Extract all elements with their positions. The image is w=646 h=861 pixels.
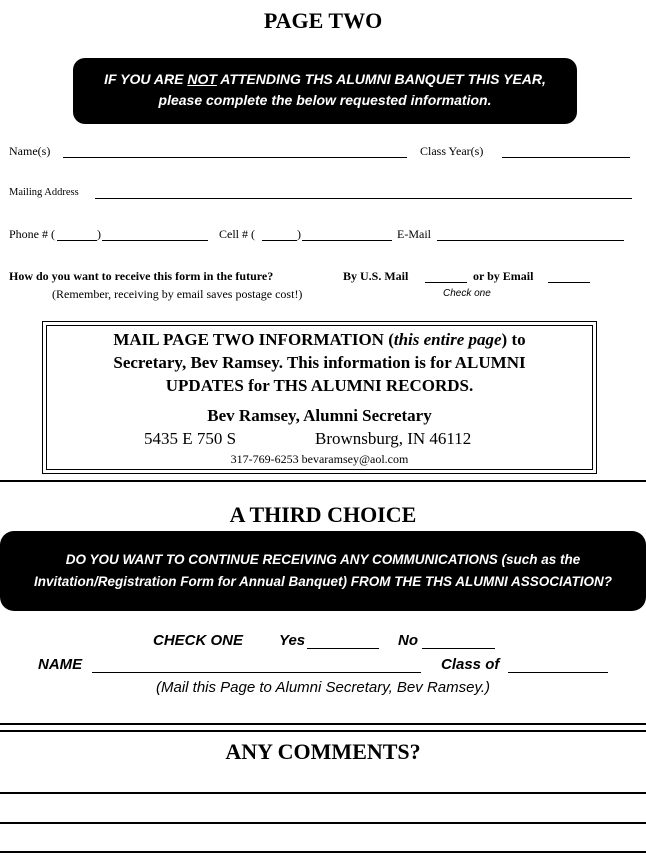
by-mail-check-field[interactable] [425, 282, 467, 283]
email-field[interactable] [437, 240, 624, 241]
banner-line-2: please complete the below requested information. [158, 92, 492, 108]
by-email-check-field[interactable] [548, 282, 590, 283]
comment-line-1[interactable] [0, 792, 646, 794]
mail-info-box [42, 321, 597, 474]
check-one-label: CHECK ONE [153, 632, 244, 649]
comments-title: ANY COMMENTS? [225, 739, 421, 764]
class-of-field[interactable] [508, 672, 608, 673]
mailing-address-field[interactable] [95, 198, 632, 199]
names-field[interactable] [63, 157, 407, 158]
class-of-label: Class of [441, 656, 500, 673]
comment-line-3[interactable] [0, 851, 646, 853]
no-label: No [398, 632, 418, 649]
secretary-name: Bev Ramsey, Alumni Secretary [207, 406, 432, 425]
cell-area-code-field[interactable] [262, 240, 297, 241]
not-attending-banner [73, 58, 577, 124]
class-year-field[interactable] [502, 157, 630, 158]
names-label: Name(s) [9, 144, 51, 158]
mail-instructions-line-1: MAIL PAGE TWO INFORMATION (this entire page) to [113, 330, 526, 349]
section-divider-2b [0, 730, 646, 732]
check-one-hint: Check one [443, 288, 491, 299]
mail-instructions-line-2: Secretary, Bev Ramsey. This information is for ALUMNI [113, 353, 526, 372]
phone-label: Phone # ( [9, 227, 55, 241]
name-field[interactable] [92, 672, 421, 673]
mail-instructions [43, 328, 596, 397]
yes-label: Yes [279, 632, 306, 649]
class-year-label: Class Year(s) [420, 144, 484, 158]
communications-banner-line-1: DO YOU WANT TO CONTINUE RECEIVING ANY COMMUNICATIONS (such as the [65, 552, 581, 567]
city-state-zip: Brownsburg, IN 46112 [315, 429, 472, 448]
comment-line-2[interactable] [0, 822, 646, 824]
page-title: PAGE TWO [263, 8, 383, 33]
third-choice-title: A THIRD CHOICE [229, 502, 417, 527]
banner-line-1: IF YOU ARE NOT ATTENDING THS ALUMNI BANQUET THIS YEAR, [104, 71, 546, 87]
street-address: 5435 E 750 S [144, 429, 237, 448]
section-divider-1 [0, 480, 646, 482]
email-label: E-Mail [397, 227, 431, 241]
not-emphasis: NOT [187, 71, 217, 87]
phone-area-code-field[interactable] [57, 240, 97, 241]
secretary-contact: 317-769-6253 bevaramsey@aol.com [230, 452, 409, 466]
mail-note: (Mail this Page to Alumni Secretary, Bev Ramsey.) [156, 679, 490, 696]
cell-label: Cell # ( [219, 227, 255, 241]
email-savings-reminder: (Remember, receiving by email saves postage cost!) [52, 287, 303, 301]
by-mail-label: By U.S. Mail [343, 269, 409, 283]
no-check-field[interactable] [422, 648, 495, 649]
section-divider-2a [0, 723, 646, 725]
cell-number-field[interactable] [302, 240, 392, 241]
mailing-address-label: Mailing Address [9, 187, 79, 198]
phone-close-paren: ) [97, 227, 101, 241]
communications-banner-line-2: Invitation/Registration Form for Annual Banquet) FROM THE THS ALUMNI ASSOCIATION? [34, 574, 612, 589]
or-email-label: or by Email [473, 269, 534, 283]
mail-instructions-line-3: UPDATES for THS ALUMNI RECORDS. [165, 376, 474, 395]
phone-number-field[interactable] [102, 240, 208, 241]
receive-question: How do you want to receive this form in the future? [9, 269, 274, 283]
name-label: NAME [38, 656, 83, 673]
cell-close-paren: ) [297, 227, 301, 241]
communications-banner [0, 531, 646, 611]
yes-check-field[interactable] [307, 648, 379, 649]
